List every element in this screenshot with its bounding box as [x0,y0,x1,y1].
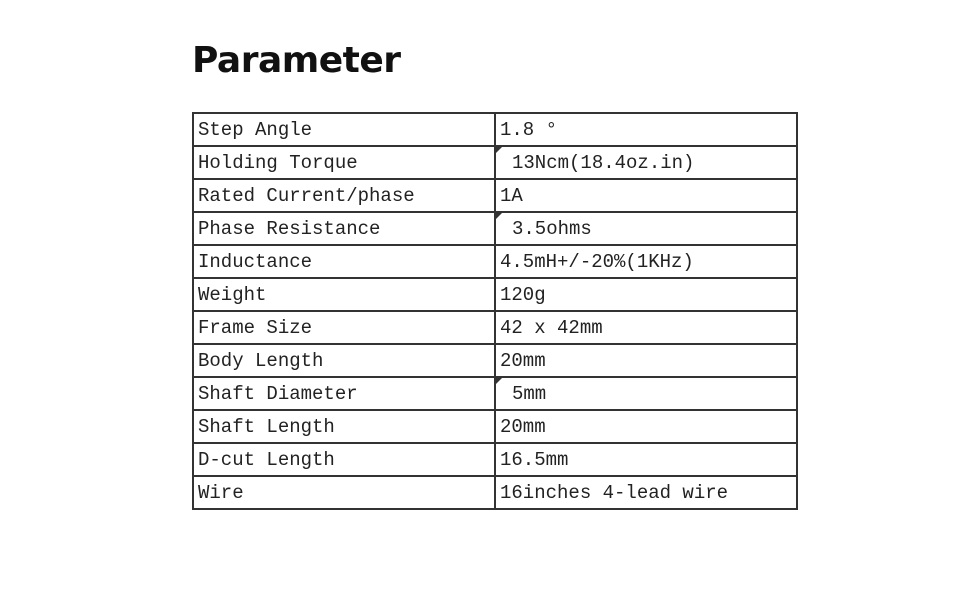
parameter-label: Shaft Diameter [193,377,495,410]
parameter-value: 3.5ohms [495,212,797,245]
parameter-value: 13Ncm(18.4oz.in) [495,146,797,179]
table-row [193,410,797,443]
parameter-label: D-cut Length [193,443,495,476]
parameter-label: Shaft Length [193,410,495,443]
parameter-label: Wire [193,476,495,509]
table-row [193,146,797,179]
parameter-label: Frame Size [193,311,495,344]
parameter-value: 120g [495,278,797,311]
page-title: Parameter [192,40,401,81]
parameter-table-body [193,113,797,509]
table-row [193,377,797,410]
parameter-table [192,112,798,510]
parameter-label: Rated Current/phase [193,179,495,212]
parameter-label: Body Length [193,344,495,377]
table-row [193,476,797,509]
table-row [193,245,797,278]
parameter-value: 4.5mH+/-20%(1KHz) [495,245,797,278]
parameter-label: Inductance [193,245,495,278]
parameter-label: Holding Torque [193,146,495,179]
parameter-value: 20mm [495,344,797,377]
parameter-value: 42 x 42mm [495,311,797,344]
table-row [193,311,797,344]
table-row [193,344,797,377]
table-row [193,212,797,245]
parameter-value: 20mm [495,410,797,443]
parameter-value: 16.5mm [495,443,797,476]
table-row [193,443,797,476]
parameter-value: 5mm [495,377,797,410]
parameter-label: Step Angle [193,113,495,146]
table-row [193,113,797,146]
table-row [193,278,797,311]
parameter-label: Phase Resistance [193,212,495,245]
parameter-value: 16inches 4-lead wire [495,476,797,509]
parameter-value: 1A [495,179,797,212]
parameter-label: Weight [193,278,495,311]
parameter-value: 1.8 ° [495,113,797,146]
table-row [193,179,797,212]
